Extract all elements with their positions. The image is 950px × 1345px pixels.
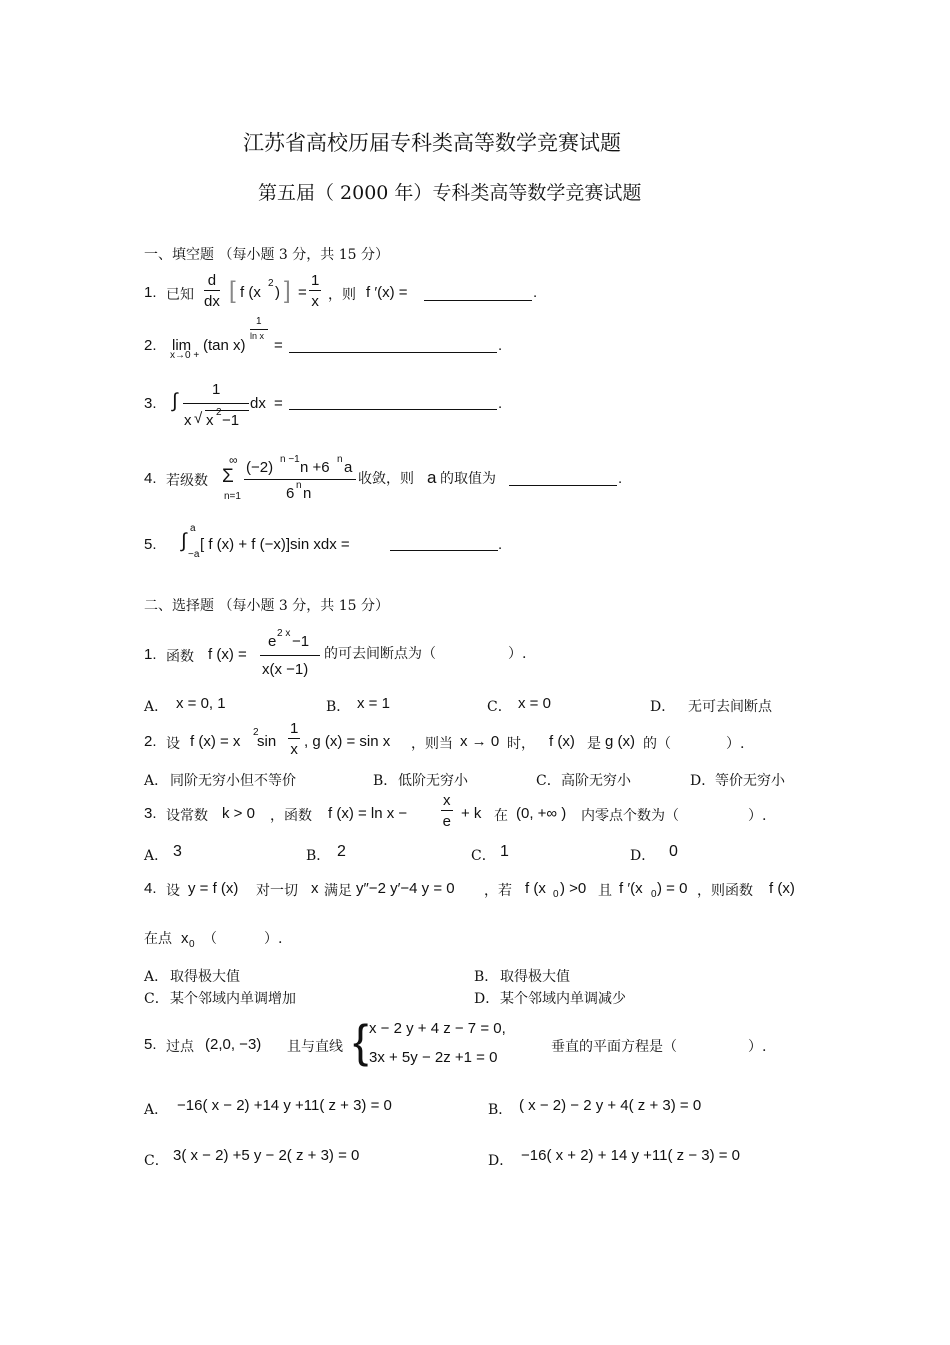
s2-q2-lead: 设	[166, 736, 180, 752]
s2-q3-in: 在	[494, 808, 508, 824]
s1-q4-lead: 若级数	[166, 473, 208, 489]
s1-q2-lim-sub: x→0 +	[170, 350, 200, 361]
s2-q1-opt-d[interactable]: 无可去间断点	[688, 699, 772, 715]
s2-q3-interval: (0, +∞ )	[516, 805, 567, 822]
s2-q4-c1: f (x	[525, 880, 546, 897]
s2-q1-opt-a[interactable]: x = 0, 1	[176, 695, 226, 712]
s2-q3-opt-b[interactable]: 2	[337, 843, 346, 860]
s2-q1-num-e: e	[268, 633, 277, 650]
s2-q3-tail: 内零点个数为（	[581, 808, 679, 824]
s2-q1-opt-c-label[interactable]: C．	[487, 699, 512, 715]
s2-q1-opt-b-label[interactable]: B．	[326, 699, 351, 715]
s1-q1-rhs-fraction	[309, 272, 321, 310]
s2-q3-opt-a[interactable]: 3	[173, 843, 182, 860]
s1-q1-deriv-den: dx	[204, 293, 220, 310]
s2-q4-c1-sub: 0	[553, 889, 559, 900]
s2-q2-mid: ，则当	[411, 736, 453, 752]
s2-q4-if: ，若	[484, 883, 512, 899]
s2-q2-fraction	[288, 720, 300, 758]
s2-q4-and: 且	[598, 883, 612, 899]
s2-q5-opt-d[interactable]: −16( x + 2) + 14 y +11( z − 3) = 0	[521, 1147, 741, 1164]
s1-q5-num: 5.	[144, 536, 157, 553]
s1-q5-end: .	[498, 536, 503, 553]
s2-q2-frac-den: x	[290, 741, 298, 758]
s2-q5-opt-b[interactable]: ( x − 2) − 2 y + 4( z + 3) = 0	[519, 1097, 702, 1114]
s2-q4-num: 4.	[144, 880, 157, 897]
section2-header: 二、选择题 （每小题 3 分，共 15 分）	[144, 598, 389, 614]
s2-q3-close: ）.	[748, 808, 767, 824]
s1-q1-fprime: f ′(x) =	[366, 284, 408, 301]
s2-q3-opt-d[interactable]: 0	[669, 843, 678, 860]
s2-q4-eqn: y″−2 y′−4 y = 0	[356, 880, 455, 897]
s2-q3-opt-c-label[interactable]: C．	[471, 848, 496, 864]
s2-q2-opt-b-label[interactable]: B．	[373, 773, 398, 789]
s1-q2-end: .	[498, 337, 503, 354]
s2-q4-c2-sub: 0	[651, 889, 657, 900]
s2-q3-mid: ，函数	[270, 808, 312, 824]
s1-q4-num-a-exp: n −1	[280, 454, 300, 465]
s2-q1-num: 1.	[144, 646, 157, 663]
s1-q2-exp-bar	[250, 329, 268, 330]
s2-q4-x: x	[311, 880, 319, 897]
s2-q4-opt-b[interactable]: 取得极大值	[500, 969, 570, 985]
s2-q2-close: ）.	[726, 736, 745, 752]
s2-q2-cond: x → 0	[460, 733, 500, 750]
s1-q4-end: .	[618, 470, 623, 487]
s2-q2-opt-b[interactable]: 低阶无穷小	[398, 773, 468, 789]
s1-q1-inner-close: )	[275, 284, 280, 301]
s2-q3-opt-b-label[interactable]: B．	[306, 848, 331, 864]
s1-q3-sqrt: √	[194, 410, 203, 427]
s2-q5-system-line1: x − 2 y + 4 z − 7 = 0,	[369, 1020, 506, 1037]
s2-q1-opt-b[interactable]: x = 1	[357, 695, 390, 712]
s2-q4-paren: （	[203, 931, 217, 947]
s2-q5-opt-c[interactable]: 3( x − 2) +5 y − 2( z + 3) = 0	[173, 1147, 360, 1164]
s2-q2-mid2: 时，	[507, 736, 535, 752]
s1-q5-int: ∫	[181, 530, 187, 552]
s2-q5-system-line2: 3x + 5y − 2z +1 = 0	[369, 1049, 498, 1066]
s1-q1-bracket-left: [	[229, 277, 236, 304]
s1-q4-den-tail: n	[303, 485, 312, 502]
s2-q3-frac-num: x	[443, 792, 451, 809]
s2-q2-body-b: sin	[257, 733, 277, 750]
s1-q5-int-bot: −a	[188, 549, 200, 560]
s2-q1-lead: 函数	[166, 649, 194, 665]
s1-q2-exp-num: 1	[256, 316, 262, 327]
s1-q5-blank[interactable]	[390, 550, 498, 551]
s1-q1-eq: =	[298, 284, 307, 301]
s2-q1-opt-d-label[interactable]: D．	[650, 699, 676, 715]
s1-q1-lead: 已知	[166, 287, 194, 303]
s2-q4-opt-c-label[interactable]: C．	[144, 991, 169, 1007]
s2-q5-opt-b-label[interactable]: B．	[488, 1102, 513, 1118]
s2-q1-opt-c[interactable]: x = 0	[518, 695, 551, 712]
s1-q3-sqrt-bar	[205, 410, 249, 411]
s2-q5-tail: 垂直的平面方程是（	[551, 1039, 677, 1055]
s1-q4-blank[interactable]	[509, 485, 617, 486]
s2-q3-frac-den: e	[442, 813, 451, 830]
s1-q3-den-tail: −1	[222, 412, 240, 429]
s1-q1-num: 1.	[144, 284, 157, 301]
s1-q5-int-top: a	[190, 523, 196, 534]
s2-q1-tail: 的可去间断点为（	[324, 646, 436, 662]
s2-q1-num-exp: 2 x	[277, 628, 291, 639]
s2-q1-frac-bar	[260, 655, 320, 656]
s2-q3-opt-c[interactable]: 1	[500, 843, 509, 860]
s1-q2-exp-den: ln x	[250, 331, 265, 341]
s2-q5-mid: 且与直线	[287, 1039, 343, 1055]
s2-q3-opt-d-label[interactable]: D．	[630, 848, 656, 864]
s2-q2-of: 的（	[643, 736, 671, 752]
s2-q4-opt-d-label[interactable]: D．	[474, 991, 500, 1007]
s2-q4-mid: 对一切	[256, 883, 298, 899]
s1-q1-rhs-num: 1	[311, 272, 320, 289]
s1-q4-den-exp: n	[296, 480, 302, 491]
s2-q5-close: ）.	[748, 1039, 767, 1055]
s1-q4-num-c: a	[344, 459, 353, 476]
s1-q4-sum-bot: n=1	[224, 491, 241, 502]
s2-q1-close: ）.	[508, 646, 527, 662]
s2-q4-c1-tail: ) >0	[560, 880, 587, 897]
page-subtitle: 第五届（ 2000 年）专科类高等数学竞赛试题	[258, 182, 642, 204]
s2-q4-opt-d[interactable]: 某个邻域内单调减少	[500, 991, 626, 1007]
s1-q3-den-rad: x	[206, 412, 214, 429]
s1-q4-sum: Σ	[222, 466, 234, 487]
s1-q1-inner: f (x	[240, 284, 261, 301]
s2-q4-x0-sub: 0	[189, 939, 195, 950]
s1-q4-den: 6	[286, 485, 295, 502]
s2-q4-opt-c[interactable]: 某个邻域内单调增加	[170, 991, 296, 1007]
s1-q3-num: 3.	[144, 395, 157, 412]
s2-q3-tail-math: + k	[461, 805, 482, 822]
s1-q4-num-b: n +6	[300, 459, 330, 476]
s1-q3-den-sq: 2	[216, 407, 222, 418]
s2-q2-is: 是	[587, 736, 601, 752]
s2-q3-opt-a-label[interactable]: A．	[144, 848, 169, 864]
s2-q4-then: ，则函数	[697, 883, 753, 899]
s2-q4-opt-a[interactable]: 取得极大值	[170, 969, 240, 985]
s2-q5-point: (2,0, −3)	[205, 1036, 262, 1053]
s2-q4-opt-b-label[interactable]: B．	[474, 969, 499, 985]
s2-q2-body-c: , g (x) = sin x	[304, 733, 391, 750]
s1-q4-num-a: (−2)	[246, 459, 274, 476]
s2-q3-fraction	[441, 792, 453, 830]
s2-q5-opt-c-label[interactable]: C．	[144, 1153, 169, 1169]
s2-q4-lead: 设	[166, 883, 180, 899]
s1-q1-inner-sq: 2	[268, 278, 274, 289]
page-title: 江苏省高校历届专科类高等数学竞赛试题	[243, 131, 621, 155]
s1-q3-int: ∫	[172, 390, 178, 412]
s2-q3-num: 3.	[144, 805, 157, 822]
s1-q4-mid: 收敛，则	[358, 471, 414, 487]
s2-q4-sat: 满足	[324, 883, 352, 899]
s1-q3-blank[interactable]	[289, 409, 497, 410]
s1-q3-num-1: 1	[212, 381, 221, 398]
s2-q4-x0: x	[181, 930, 189, 947]
s2-q5-brace: {	[353, 1015, 369, 1067]
s2-q2-opt-a-label[interactable]: A．	[144, 773, 169, 789]
s2-q2-opt-c-label[interactable]: C．	[536, 773, 561, 789]
s1-q4-sum-top: ∞	[229, 453, 238, 467]
s1-q4-num-b-exp: n	[337, 454, 343, 465]
s1-q4-num: 4.	[144, 470, 157, 487]
s2-q4-close: ）.	[264, 931, 283, 947]
s1-q2-eq: =	[274, 337, 283, 354]
s2-q2-frac-num: 1	[290, 720, 299, 737]
s2-q2-sq: 2	[253, 727, 259, 738]
s2-q1-num-tail: −1	[292, 633, 310, 650]
s2-q4-c2-tail: ) = 0	[657, 880, 688, 897]
s1-q2-lim: lim	[172, 337, 192, 354]
s2-q1-opt-a-label[interactable]: A．	[144, 699, 169, 715]
s2-q3-cond: k > 0	[222, 805, 255, 822]
s2-q5-lead: 过点	[166, 1039, 194, 1055]
s2-q2-opt-d-label[interactable]: D．	[690, 773, 716, 789]
s1-q3-eq: =	[274, 395, 283, 412]
s1-q4-tail: 的取值为	[440, 471, 496, 487]
s1-q5-body: [ f (x) + f (−x)]sin xdx =	[200, 536, 350, 553]
s2-q3-fx: f (x) = ln x −	[328, 805, 408, 822]
s1-q1-rhs-den: x	[311, 293, 319, 310]
s2-q4-c2: f ′(x	[619, 880, 643, 897]
s2-q2-body-a: f (x) = x	[190, 733, 241, 750]
s1-q2-body: (tan x)	[203, 337, 246, 354]
s1-q3-den-x: x	[184, 412, 192, 429]
s1-q1-sep: ，则	[328, 287, 356, 303]
s2-q4-fx: y = f (x)	[188, 880, 239, 897]
s2-q2-fx: f (x)	[549, 733, 575, 750]
s2-q4-line2: 在点	[144, 931, 172, 947]
s1-q1-bracket-right: ]	[284, 277, 291, 304]
section1-header: 一、填空题 （每小题 3 分，共 15 分）	[144, 247, 389, 263]
s1-q2-blank[interactable]	[289, 352, 497, 353]
s1-q2-num: 2.	[144, 337, 157, 354]
s1-q1-end: .	[533, 284, 538, 301]
s2-q5-opt-a[interactable]: −16( x − 2) +14 y +11( z + 3) = 0	[177, 1097, 392, 1114]
s2-q5-opt-a-label[interactable]: A．	[144, 1102, 169, 1118]
s1-q3-dx: dx	[250, 395, 266, 412]
s1-q3-end: .	[498, 395, 503, 412]
s1-q1-deriv-num: d	[204, 272, 220, 291]
s2-q5-opt-d-label[interactable]: D．	[488, 1153, 514, 1169]
s1-q3-frac-bar	[183, 403, 249, 404]
s2-q2-opt-c[interactable]: 高阶无穷小	[561, 773, 631, 789]
s2-q1-den: x(x −1)	[262, 661, 309, 678]
s2-q2-gx: g (x)	[605, 733, 635, 750]
s1-q1-blank[interactable]	[424, 300, 532, 301]
s2-q2-opt-d[interactable]: 等价无穷小	[715, 773, 785, 789]
s2-q1-fx: f (x) =	[208, 646, 247, 663]
s2-q3-lead: 设常数	[166, 808, 208, 824]
s1-q4-a: a	[427, 468, 437, 487]
s2-q2-num: 2.	[144, 733, 157, 750]
s2-q4-opt-a-label[interactable]: A．	[144, 969, 169, 985]
s2-q2-opt-a[interactable]: 同阶无穷小但不等价	[170, 773, 296, 789]
s2-q5-num: 5.	[144, 1036, 157, 1053]
s2-q4-fx2: f (x)	[769, 880, 795, 897]
s1-q1-deriv-fraction	[204, 272, 220, 310]
